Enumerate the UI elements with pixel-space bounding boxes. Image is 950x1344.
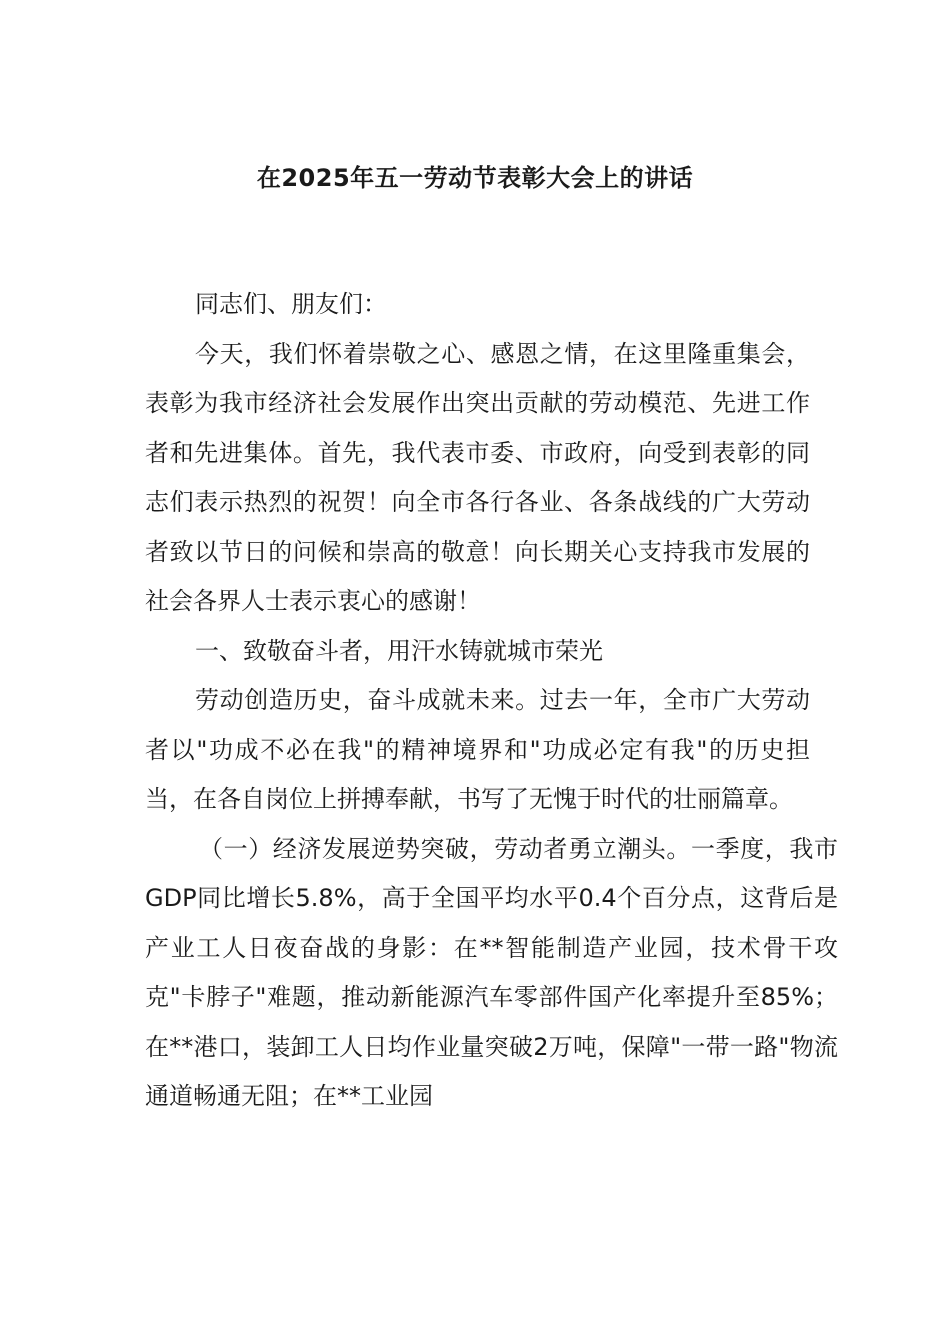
salutation-paragraph: 同志们、朋友们： — [195, 290, 387, 318]
document-title: 在2025年五一劳动节表彰大会上的讲话 — [256, 164, 694, 192]
subsection-1-paragraph: （一）经济发展逆势突破，劳动者勇立潮头。一季度，我市GDP同比增长5.8%，高于全国平均水平0.4个百分点，这背后是产业工人日夜奋战的身影：在**智能制造产业园，技术骨干攻克"卡脖子"难题，推动新能源汽车零部件国产化率提升至85%；在**港口，装卸工人日均作业量突破2万吨，保障"一带一路"物流通道畅通无阻；在**工业园 — [145, 834, 838, 1110]
section-heading-1: 一、致敬奋斗者，用汗水铸就城市荣光 — [195, 636, 603, 665]
section-1-intro-paragraph: 劳动创造历史，奋斗成就未来。过去一年，全市广大劳动者以"功成不必在我"的精神境界和"功成必定有我"的历史担当，在各自岗位上拼搏奉献，书写了无愧于时代的壮丽篇章。 — [145, 686, 810, 813]
document-body — [145, 280, 838, 1122]
opening-paragraph: 今天，我们怀着崇敬之心、感恩之情，在这里隆重集会，表彰为我市经济社会发展作出突出贡献的劳动模范、先进工作者和先进集体。首先，我代表市委、市政府，向受到表彰的同志们表示热烈的祝贺！向全市各行各业、各条战线的广大劳动者致以节日的问候和崇高的敬意！向长期关心支持我市发展的社会各界人士表示衷心的感谢！ — [145, 339, 810, 615]
